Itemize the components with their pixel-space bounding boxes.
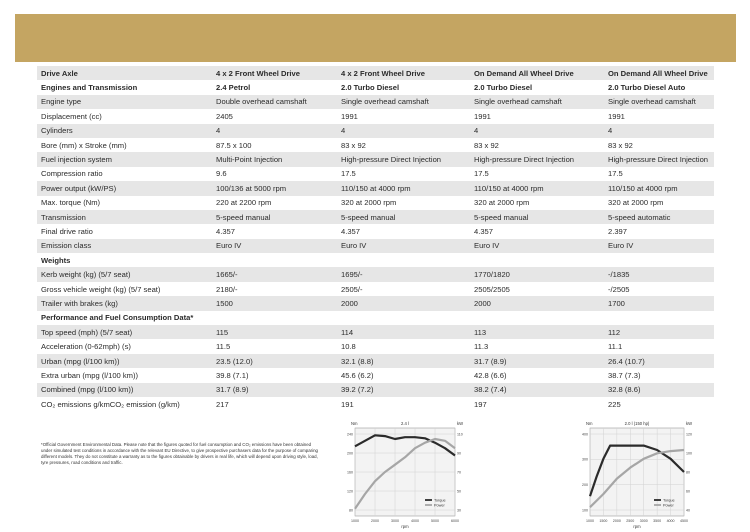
row-label: Transmission (37, 210, 212, 224)
table-cell: 217 (212, 397, 337, 411)
table-cell: 2000 (470, 296, 604, 310)
table-cell: 191 (337, 397, 470, 411)
y-right-tick-label: 60 (686, 489, 690, 494)
table-cell: 31.7 (8.9) (212, 383, 337, 397)
y-left-tick-label: 100 (582, 508, 588, 513)
table-cell: Euro IV (470, 239, 604, 253)
table-cell (337, 311, 470, 325)
footnote: *Official Government Environmental Data. Please note that the figures quoted for fuel consumption and CO₂ emissions have been obtained under simulated test conditions in accordance with the relevant EU Directive, to give prospective purchasers data for the purpose of comparing different models. They do not constitute a warranty as to the figures obtainable by drivers in real life, which will depend upon driving style, load, tyre pressures, road conditions and traffic. (41, 442, 319, 465)
legend-label: Torque (663, 498, 675, 503)
table-cell (212, 311, 337, 325)
y-right-tick-label: 70 (457, 470, 461, 475)
table-cell: -/2505 (604, 282, 714, 296)
table-row (37, 325, 714, 339)
table-cell: 114 (337, 325, 470, 339)
table-cell: 32.1 (8.8) (337, 354, 470, 368)
table-cell: Multi-Point Injection (212, 152, 337, 166)
y-left-axis-label: Nm (586, 421, 593, 426)
table-cell (470, 253, 604, 267)
table-cell: 4 (212, 124, 337, 138)
table-row (37, 210, 714, 224)
row-label: Bore (mm) x Stroke (mm) (37, 138, 212, 152)
table-cell: 17.5 (470, 167, 604, 181)
table-row (37, 354, 714, 368)
row-label: Cylinders (37, 124, 212, 138)
row-label: Engines and Transmission (37, 80, 212, 94)
y-left-axis-label: Nm (351, 421, 358, 426)
table-cell: 225 (604, 397, 714, 411)
table-cell: 83 x 92 (470, 138, 604, 152)
x-tick-label: 2000 (371, 519, 379, 523)
table-cell: On Demand All Wheel Drive (604, 66, 714, 80)
table-cell: 38.7 (7.3) (604, 368, 714, 382)
y-right-tick-label: 40 (686, 508, 690, 513)
x-tick-label: 4000 (666, 519, 675, 523)
table-cell: 320 at 2000 rpm (337, 196, 470, 210)
table-cell: 4 x 2 Front Wheel Drive (212, 66, 337, 80)
x-tick-label: 6000 (451, 519, 459, 523)
table-cell: -/1835 (604, 267, 714, 281)
table-cell (604, 253, 714, 267)
y-right-tick-label: 80 (686, 470, 690, 475)
table-cell: 11.1 (604, 339, 714, 353)
table-row (37, 368, 714, 382)
table-cell: 1770/1820 (470, 267, 604, 281)
x-tick-label: 3500 (653, 519, 662, 523)
table-cell: 110/150 at 4000 rpm (337, 181, 470, 195)
x-tick-label: 1000 (351, 519, 359, 523)
table-cell: 39.8 (7.1) (212, 368, 337, 382)
table-row (37, 311, 714, 325)
row-label: Gross vehicle weight (kg) (5/7 seat) (37, 282, 212, 296)
table-row (37, 66, 714, 80)
table-cell: 1695/- (337, 267, 470, 281)
row-label: Urban (mpg (l/100 km)) (37, 354, 212, 368)
table-cell: 1700 (604, 296, 714, 310)
y-left-tick-label: 240 (347, 432, 353, 437)
row-label: Displacement (cc) (37, 109, 212, 123)
table-cell: 23.5 (12.0) (212, 354, 337, 368)
table-cell: 2.0 Turbo Diesel (337, 80, 470, 94)
table-row (37, 253, 714, 267)
x-tick-label: 5000 (431, 519, 439, 523)
table-cell: 2.4 Petrol (212, 80, 337, 94)
legend-label: Torque (434, 498, 446, 503)
table-cell: 1991 (337, 109, 470, 123)
row-label: Max. torque (Nm) (37, 196, 212, 210)
table-row (37, 282, 714, 296)
y-right-axis-label: kW (686, 421, 693, 426)
table-cell (470, 311, 604, 325)
table-cell: 2000 (337, 296, 470, 310)
y-right-axis-label: kW (457, 421, 464, 426)
table-cell: 17.5 (337, 167, 470, 181)
table-cell: 320 at 2000 rpm (470, 196, 604, 210)
table-cell: 32.8 (8.6) (604, 383, 714, 397)
y-right-tick-label: 50 (457, 489, 461, 494)
table-row (37, 239, 714, 253)
x-axis-label: rpm (401, 524, 409, 529)
table-cell: 110/150 at 4000 rpm (604, 181, 714, 195)
table-cell: 4 (604, 124, 714, 138)
table-cell: 2405 (212, 109, 337, 123)
table-cell: Single overhead camshaft (604, 95, 714, 109)
table-cell: 4 (470, 124, 604, 138)
table-cell: 31.7 (8.9) (470, 354, 604, 368)
y-left-tick-label: 80 (349, 508, 353, 513)
table-cell: 5-speed manual (470, 210, 604, 224)
table-cell: 1665/- (212, 267, 337, 281)
chart-title: 2.0 l (150 hp) (624, 421, 650, 426)
row-label: Kerb weight (kg) (5/7 seat) (37, 267, 212, 281)
table-cell: 2180/- (212, 282, 337, 296)
table-cell: 1991 (470, 109, 604, 123)
x-tick-label: 1500 (599, 519, 608, 523)
legend-label: Power (434, 503, 445, 508)
table-cell: Euro IV (337, 239, 470, 253)
table-cell: 38.2 (7.4) (470, 383, 604, 397)
table-cell: On Demand All Wheel Drive (470, 66, 604, 80)
table-cell: 2505/- (337, 282, 470, 296)
table-row (37, 138, 714, 152)
table-cell: Double overhead camshaft (212, 95, 337, 109)
table-row (37, 95, 714, 109)
table-cell: 2.397 (604, 224, 714, 238)
row-label: Final drive ratio (37, 224, 212, 238)
table-cell: 113 (470, 325, 604, 339)
x-tick-label: 2500 (626, 519, 635, 523)
table-row (37, 196, 714, 210)
table-cell (212, 253, 337, 267)
table-cell: 320 at 2000 rpm (604, 196, 714, 210)
row-label: Extra urban (mpg (l/100 km)) (37, 368, 212, 382)
table-cell: 87.5 x 100 (212, 138, 337, 152)
table-cell: 4.357 (212, 224, 337, 238)
row-label: Combined (mpg (l/100 km)) (37, 383, 212, 397)
table-row (37, 397, 714, 411)
table-cell: High-pressure Direct Injection (470, 152, 604, 166)
table-cell: 26.4 (10.7) (604, 354, 714, 368)
row-label: Power output (kW/PS) (37, 181, 212, 195)
y-right-tick-label: 100 (686, 451, 692, 456)
table-cell: 115 (212, 325, 337, 339)
table-row (37, 109, 714, 123)
y-right-tick-label: 110 (457, 432, 463, 437)
y-right-tick-label: 30 (457, 508, 461, 513)
table-row (37, 296, 714, 310)
row-label: Acceleration (0-62mph) (s) (37, 339, 212, 353)
table-cell: 112 (604, 325, 714, 339)
chart-2-4l-torque-power (335, 414, 473, 532)
y-left-tick-label: 120 (347, 489, 353, 494)
table-cell: Single overhead camshaft (470, 95, 604, 109)
table-cell: 5-speed manual (212, 210, 337, 224)
table-row (37, 339, 714, 353)
y-left-tick-label: 160 (347, 470, 353, 475)
table-cell: Single overhead camshaft (337, 95, 470, 109)
table-cell: 83 x 92 (604, 138, 714, 152)
table-cell: 5-speed automatic (604, 210, 714, 224)
y-left-tick-label: 200 (582, 482, 588, 487)
legend-label: Power (663, 503, 674, 508)
x-tick-label: 4500 (680, 519, 688, 523)
table-cell: 2.0 Turbo Diesel (470, 80, 604, 94)
table-cell: High-pressure Direct Injection (604, 152, 714, 166)
table-cell: 17.5 (604, 167, 714, 181)
row-label: Performance and Fuel Consumption Data* (37, 311, 212, 325)
x-tick-label: 3000 (391, 519, 399, 523)
x-axis-label: rpm (633, 524, 641, 529)
row-label: Drive Axle (37, 66, 212, 80)
row-label: Engine type (37, 95, 212, 109)
chart-2-0l-torque-power (573, 414, 703, 532)
y-left-tick-label: 300 (582, 457, 588, 462)
table-row (37, 124, 714, 138)
table-cell: 10.8 (337, 339, 470, 353)
table-row (37, 181, 714, 195)
table-cell: 100/136 at 5000 rpm (212, 181, 337, 195)
y-left-tick-label: 400 (582, 432, 588, 437)
table-cell: 11.3 (470, 339, 604, 353)
y-right-tick-label: 120 (686, 432, 692, 437)
table-cell: High-pressure Direct Injection (337, 152, 470, 166)
table-cell: 9.6 (212, 167, 337, 181)
table-cell: 83 x 92 (337, 138, 470, 152)
table-row (37, 80, 714, 94)
table-cell: 4 x 2 Front Wheel Drive (337, 66, 470, 80)
table-cell: 4.357 (337, 224, 470, 238)
row-label: CO₂ emissions g/kmCO₂ emission (g/km) (37, 397, 212, 411)
table-cell: Euro IV (212, 239, 337, 253)
table-cell: 42.8 (6.6) (470, 368, 604, 382)
row-label: Trailer with brakes (kg) (37, 296, 212, 310)
chart-title: 2.4 l (401, 421, 409, 426)
row-label: Top speed (mph) (5/7 seat) (37, 325, 212, 339)
table-row (37, 224, 714, 238)
table-row (37, 152, 714, 166)
table-cell: 1500 (212, 296, 337, 310)
table-cell: 220 at 2200 rpm (212, 196, 337, 210)
table-cell (604, 311, 714, 325)
x-tick-label: 4000 (411, 519, 419, 523)
table-cell: 39.2 (7.2) (337, 383, 470, 397)
row-label: Emission class (37, 239, 212, 253)
x-tick-label: 3000 (639, 519, 648, 523)
table-cell: 45.6 (6.2) (337, 368, 470, 382)
table-cell (337, 253, 470, 267)
table-cell: 1991 (604, 109, 714, 123)
x-tick-label: 2000 (612, 519, 621, 523)
table-cell: 4 (337, 124, 470, 138)
row-label: Weights (37, 253, 212, 267)
table-cell: 2505/2505 (470, 282, 604, 296)
table-row (37, 383, 714, 397)
table-cell: 4.357 (470, 224, 604, 238)
table-cell: Euro IV (604, 239, 714, 253)
table-cell: 2.0 Turbo Diesel Auto (604, 80, 714, 94)
y-right-tick-label: 90 (457, 451, 461, 456)
table-cell: 5-speed manual (337, 210, 470, 224)
header-banner (15, 14, 736, 62)
y-left-tick-label: 200 (347, 451, 353, 456)
table-cell: 11.5 (212, 339, 337, 353)
x-tick-label: 1000 (586, 519, 594, 523)
table-row (37, 167, 714, 181)
table-cell: 197 (470, 397, 604, 411)
table-cell: 110/150 at 4000 rpm (470, 181, 604, 195)
table-row (37, 267, 714, 281)
row-label: Compression ratio (37, 167, 212, 181)
specification-table (37, 66, 714, 411)
row-label: Fuel injection system (37, 152, 212, 166)
